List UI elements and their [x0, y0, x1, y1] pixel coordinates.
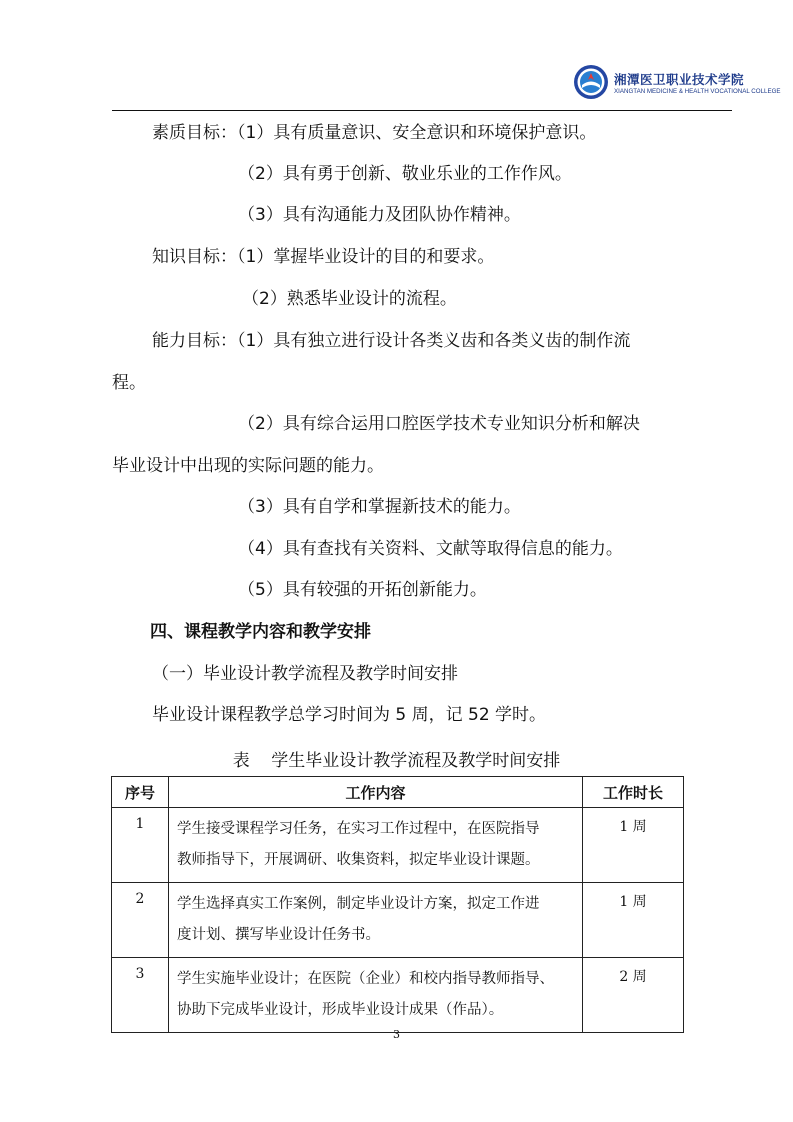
school-name-en: XIANGTAN MEDICINE & HEALTH VOCATIONAL COLLEGE [614, 88, 781, 95]
section-heading: 四、课程教学内容和教学安排 [150, 622, 371, 642]
row-num: 3 [112, 958, 169, 1033]
quality-goal-1: 素质目标：（1）具有质量意识、安全意识和环境保护意识。 [152, 123, 597, 143]
row-content [169, 883, 583, 958]
ability-goal-2-line2: 毕业设计中出现的实际问题的能力。 [112, 456, 384, 476]
header-content: 工作内容 [169, 777, 583, 808]
row-content [169, 958, 583, 1033]
row-num: 2 [112, 883, 169, 958]
ability-goal-2-line1: （2）具有综合运用口腔医学技术专业知识分析和解决 [238, 414, 640, 434]
ability-goal-1-line1: 能力目标：（1）具有独立进行设计各类义齿和各类义齿的制作流 [152, 331, 631, 351]
knowledge-goal-1: 知识目标：（1）掌握毕业设计的目的和要求。 [152, 247, 495, 267]
quality-goal-2: （2）具有勇于创新、敬业乐业的工作作风。 [238, 164, 572, 184]
table-header-row [112, 777, 684, 808]
row-num: 1 [112, 808, 169, 883]
row-content-line: 学生实施毕业设计；在医院（企业）和校内指导教师指导、 [177, 971, 554, 987]
table-row [112, 808, 684, 883]
row-duration: 1 周 [583, 808, 684, 883]
subsection-heading: （一）毕业设计教学流程及教学时间安排 [152, 664, 458, 684]
ability-goal-1-line2: 程。 [112, 373, 146, 393]
table-row [112, 958, 684, 1033]
header-duration: 工作时长 [583, 777, 684, 808]
ability-goal-5: （5）具有较强的开拓创新能力。 [238, 580, 487, 600]
row-content-line: 学生选择真实工作案例，制定毕业设计方案，拟定工作进 [177, 896, 540, 912]
header-divider [112, 110, 732, 111]
school-logo-icon [573, 64, 609, 100]
row-duration: 1 周 [583, 883, 684, 958]
total-hours: 毕业设计课程教学总学习时间为 5 周，记 52 学时。 [152, 705, 547, 725]
header-num: 序号 [112, 777, 169, 808]
page-header [0, 0, 793, 115]
schedule-table [111, 776, 684, 1033]
school-name-cn: 湘潭医卫职业技术学院 [614, 72, 745, 87]
table-caption: 表 学生毕业设计教学流程及教学时间安排 [232, 751, 561, 771]
quality-goal-3: （3）具有沟通能力及团队协作精神。 [238, 205, 521, 225]
row-content-line: 度计划、撰写毕业设计任务书。 [177, 927, 380, 943]
row-content-line: 学生接受课程学习任务，在实习工作过程中，在医院指导 [177, 821, 540, 837]
row-content [169, 808, 583, 883]
row-duration: 2 周 [583, 958, 684, 1033]
row-content-line: 协助下完成毕业设计，形成毕业设计成果（作品）。 [177, 1002, 504, 1018]
table-row [112, 883, 684, 958]
knowledge-goal-2: （2）熟悉毕业设计的流程。 [242, 289, 457, 309]
page-number: 3 [393, 1028, 400, 1041]
row-content-line: 教师指导下，开展调研、收集资料，拟定毕业设计课题。 [177, 852, 540, 868]
ability-goal-4: （4）具有查找有关资料、文献等取得信息的能力。 [238, 539, 623, 559]
ability-goal-3: （3）具有自学和掌握新技术的能力。 [238, 497, 521, 517]
